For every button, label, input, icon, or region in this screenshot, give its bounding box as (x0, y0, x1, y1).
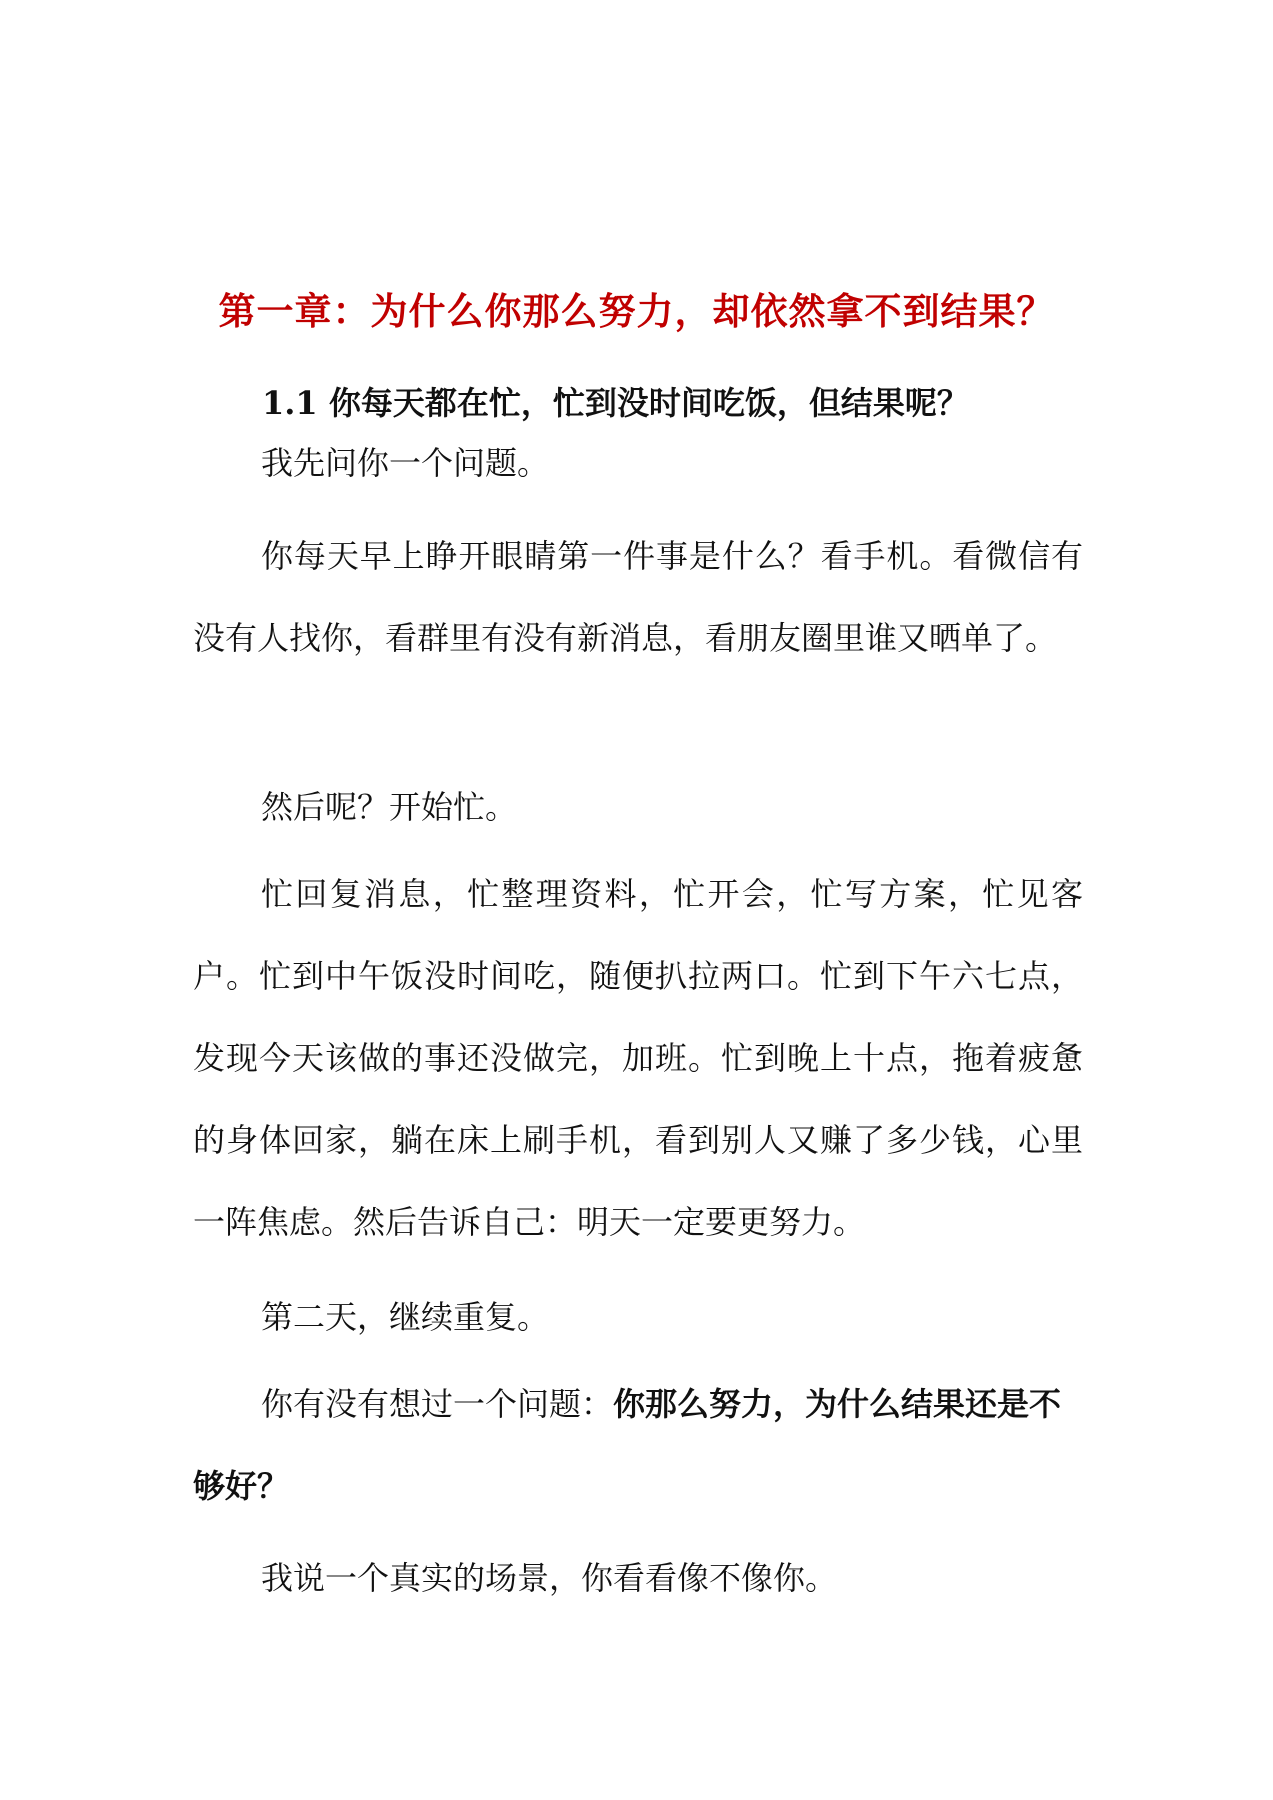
paragraph-morning-routine: 你每天早上睁开眼睛第一件事是什么？看手机。看微信有没有人找你，看群里有没有新消息，看朋友圈里谁又晒单了。 (193, 537, 1083, 657)
section-title: 1.1 你每天都在忙，忙到没时间吃饭，但结果呢？ (262, 383, 969, 422)
paragraph-question-intro: 我先问你一个问题。 (261, 444, 550, 482)
key-question-emphasis: 你那么努力，为什么结果还是不够好？ (193, 1385, 1062, 1505)
paragraph-repeat: 第二天，继续重复。 (261, 1298, 550, 1336)
paragraph-key-question (193, 1363, 1083, 1527)
key-question-lead: 你有没有想过一个问题： (261, 1385, 614, 1423)
chapter-title: 第一章：为什么你那么努力，却依然拿不到结果？ (218, 288, 1055, 333)
paragraph-real-scene: 我说一个真实的场景，你看看像不像你。 (261, 1559, 838, 1597)
paragraph-busy-day: 忙回复消息，忙整理资料，忙开会，忙写方案，忙见客户。忙到中午饭没时间吃，随便扒拉两口。忙到下午六七点，发现今天该做的事还没做完，加班。忙到晚上十点，拖着疲惫的身体回家，躺在床上刷手机，看到别人又赚了多少钱，心里一阵焦虑。然后告诉自己：明天一定要更努力。 (193, 875, 1083, 1241)
paragraph-start-busy: 然后呢？开始忙。 (261, 788, 518, 826)
